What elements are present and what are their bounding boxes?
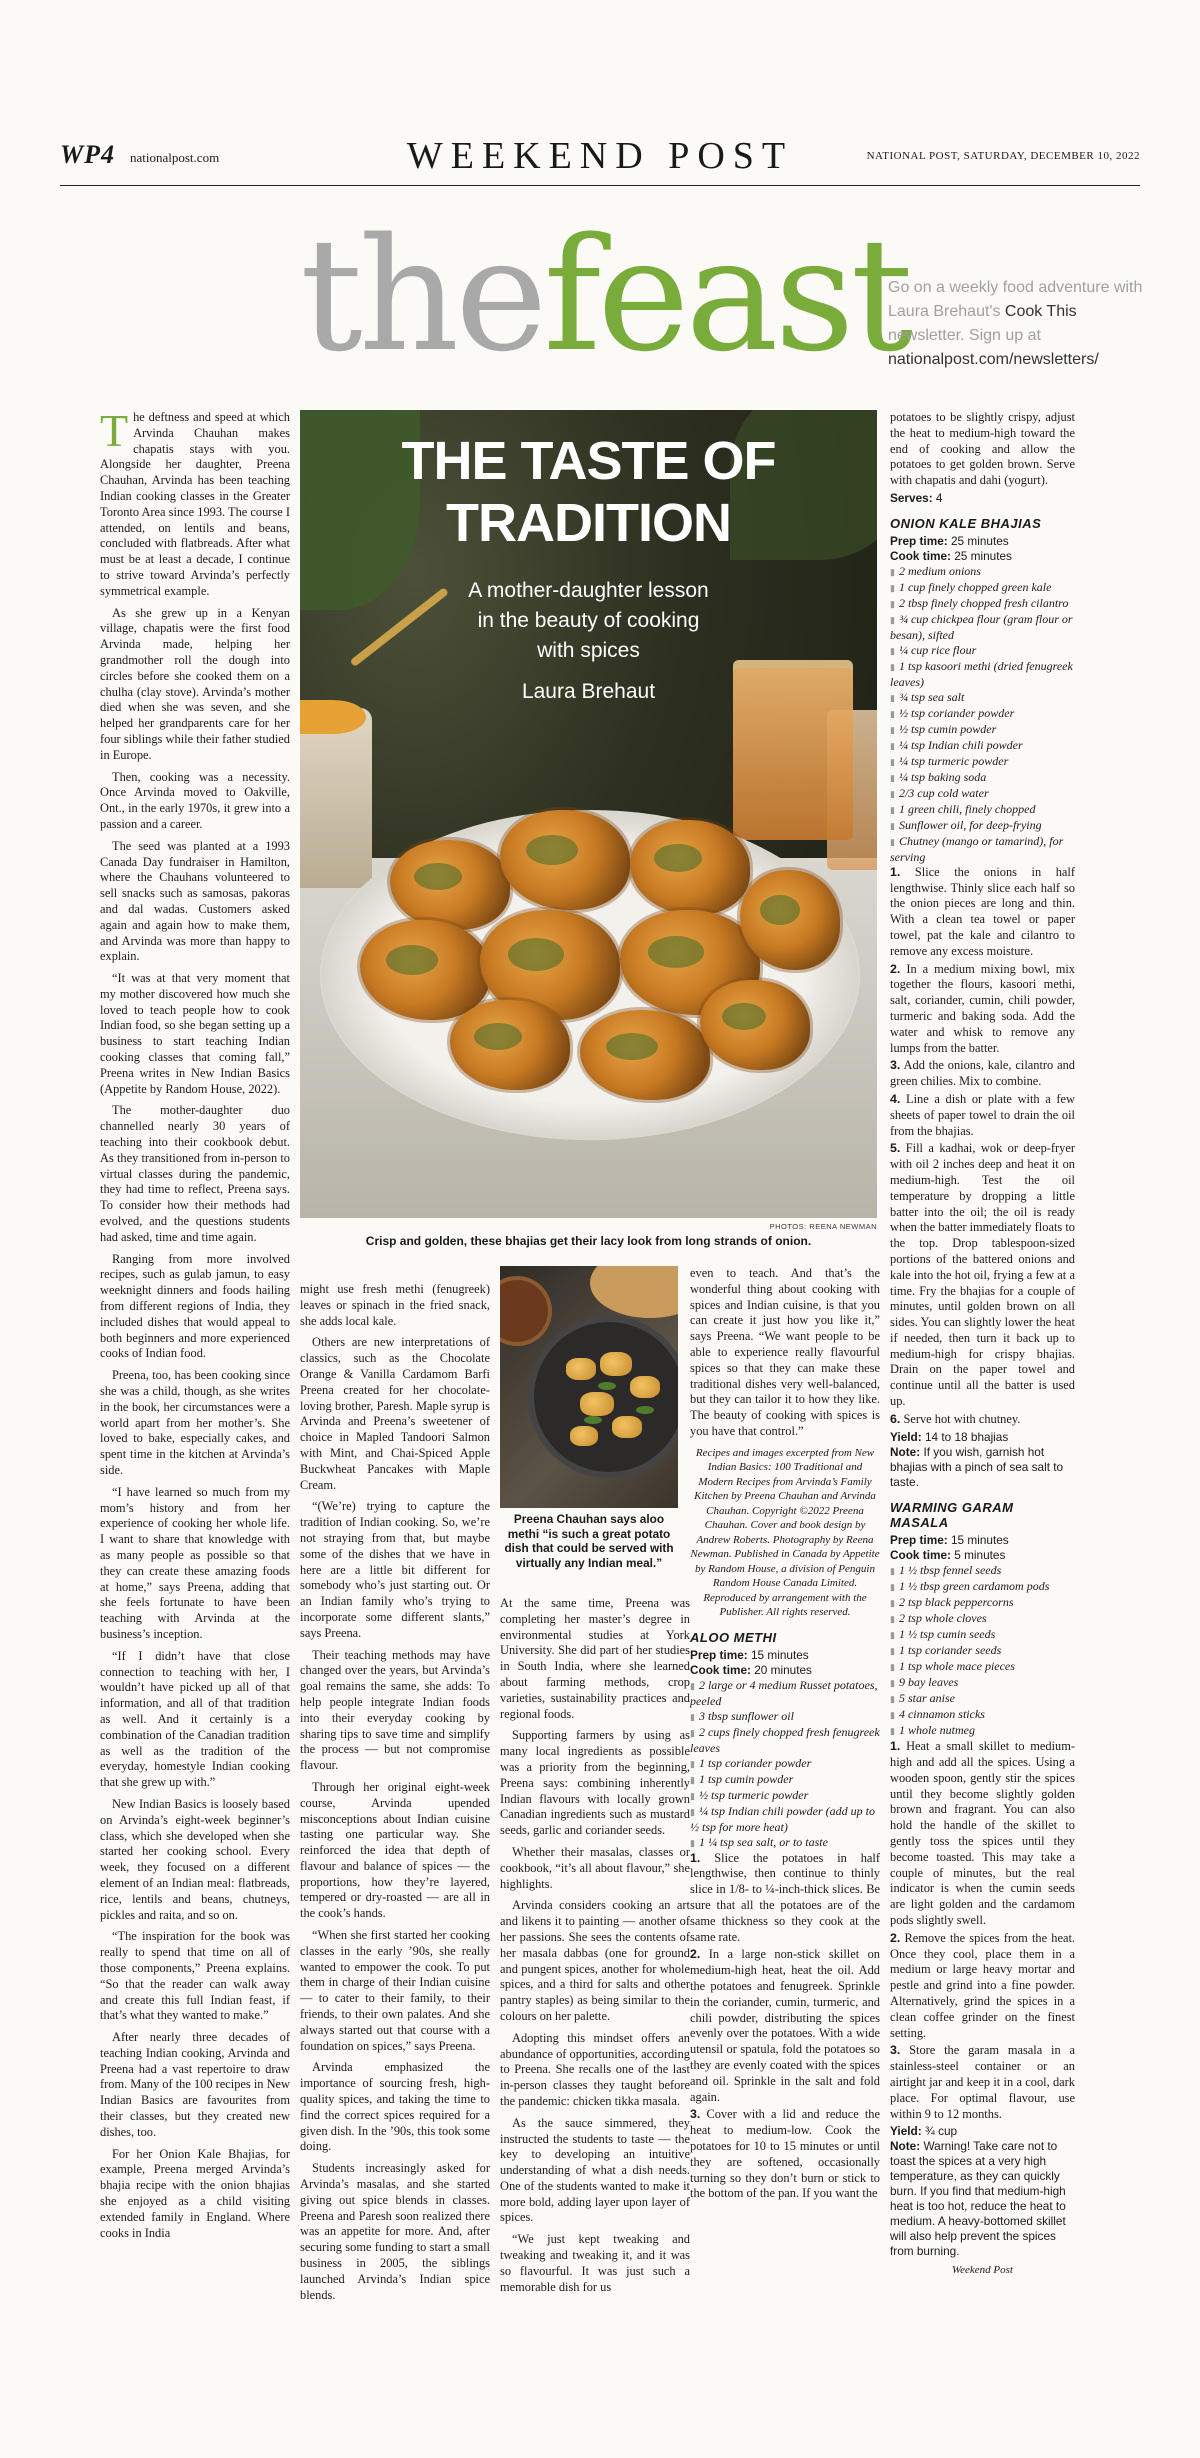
- promo-url-link[interactable]: nationalpost.com/newsletters/: [888, 351, 1099, 368]
- paragraph: Through her original eight-week course, Arvinda upended misconceptions about Indian cuisine tasting one particular way. She reinforced the idea that depth of flavour and balance of spices — the proportions, how they’re layered, tempered or dry-roasted — are all in the cook’s hands.: [300, 1779, 490, 1921]
- ingredient: ▮ ¼ tsp Indian chili powder: [890, 738, 1075, 754]
- paragraph: The deftness and speed at which Arvinda Chauhan makes chapatis stays with you. Alongside her daughter, Preena Chauhan, Arvinda has been teaching Indian cooking classes in the Greater Toronto Area since 1993. The course I attended, on lentils and beans, concluded with flatbreads. After what must be at least a decade, I continue to strive toward Arvinda’s perfectly symmetrical example.: [100, 405, 290, 598]
- paragraph: Preena, too, has been cooking since she was a child, though, as she writes in the book, her circumstances were a world apart from her mother’s. She loved to bake, especially cakes, and spent time in the kitchen at Arvinda’s side.: [100, 1368, 290, 1477]
- ingredient: ▮ 1 tsp coriander powder: [690, 1756, 880, 1772]
- cook-time: Cook time: 25 minutes: [890, 548, 1012, 563]
- paragraph: As she grew up in a Kenyan village, chapatis were the first food Arvinda made, helping her grandmother roll the dough into circles before she cooked them on a chulha (clay stove). Arvinda’s mother died when she was seven, and she helped her grandparents care for her four siblings while their father studied in Europe.: [100, 605, 290, 762]
- potato-slice: [570, 1426, 598, 1446]
- photo-credit: PHOTOS: REENA NEWMAN: [769, 1222, 877, 1231]
- ingredient: ▮ 1 tsp coriander seeds: [890, 1643, 1075, 1659]
- ingredient: ▮ 1 tsp cumin powder: [690, 1772, 880, 1788]
- paragraph: Supporting farmers by using as many local ingredients as possible was a priority from the beginning, Preena says: combining inherently Indian flavours with locally grown Canadian ingredients such as mustard seeds, garlic and coriander seeds.: [500, 1728, 690, 1838]
- article-byline: Laura Brehaut: [521, 680, 656, 703]
- ingredient: ▮ ¾ tsp sea salt: [890, 690, 1075, 706]
- recipe-title: ONION KALE BHAJIAS: [890, 515, 1042, 531]
- ingredient: ▮ 2 tsp whole cloves: [890, 1611, 1075, 1627]
- recipe-step: 3. Cover with a lid and reduce the heat to medium-low. Cook the potatoes for 10 to 15 minutes or until they are softened, occasionally turning so they don’t burn or stick to the bottom of the pan. If you want the: [690, 2107, 880, 2201]
- paragraph: “It was at that very moment that my mother discovered how much she loved to teach people how to cook Indian food, so she began setting up a business to start teaching Indian cooking classes that coming fall,” Preena writes in New Indian Basics (Appetite by Random House, 2022).: [100, 971, 290, 1096]
- ingredient: ▮ 2 tsp black peppercorns: [890, 1595, 1075, 1611]
- potato-slice: [566, 1358, 596, 1380]
- paragraph: As the sauce simmered, they instructed the students to taste — the key to developing an intuitive understanding of what a dish needs. One of the students wanted to make it more bold, adding layer upon layer of spices.: [500, 2115, 690, 2225]
- recipe-step: 2. In a large non-stick skillet on medium-high heat, heat the oil. Add the potatoes and fenugreek. Sprinkle in the coriander, cumin, turmeric, and chili powder, distributing the spices evenly over the potatoes. With a wide utensil or spatula, fold the potatoes so they are evenly coated with the spices and oil. Sprinkle in the salt and fold again.: [690, 1947, 880, 2104]
- promo-line1: Go on a weekly food adventure with Laura Brehaut's: [888, 279, 1143, 320]
- ingredient: ▮ Sunflower oil, for deep-frying: [890, 818, 1075, 834]
- ingredient: ▮ Chutney (mango or tamarind), for serving: [890, 834, 1075, 865]
- cook-time: Cook time: 20 minutes: [690, 1662, 812, 1677]
- article-column-4: [690, 1266, 880, 2204]
- paragraph: “(We’re) trying to capture the tradition of Indian cooking. So, we’re not straying from that, but maybe some of the dishes that we have in here are a little bit different for somebody who’s just starting out. Or an Indian family who’s trying to incorporate some different slants,” says Preena.: [300, 1499, 490, 1640]
- dateline: NATIONAL POST, SATURDAY, DECEMBER 10, 2022: [866, 150, 1140, 162]
- potato-slice: [612, 1416, 642, 1438]
- ingredient: ▮ ¼ tsp turmeric powder: [890, 754, 1075, 770]
- article-headline: THE TASTE OF TRADITION: [401, 431, 776, 553]
- section-logo: [300, 204, 910, 386]
- ingredient: ▮ 2 tbsp finely chopped fresh cilantro: [890, 596, 1075, 612]
- ingredient: ▮ 1 ½ tsp cumin seeds: [890, 1627, 1075, 1643]
- hero-overlay: [300, 410, 877, 704]
- serves: Serves: 4: [890, 490, 943, 505]
- ingredient: ▮ 1 ¼ tsp sea salt, or to taste: [690, 1835, 880, 1851]
- recipe-step: 5. Fill a kadhai, wok or deep-fryer with oil 2 inches deep and heat it on medium-high. Test the oil temperature by dropping a little batter into the oil; the oil is ready when the batter immediately floats to the top. Drop tablespoon-sized portions of the battered onions and kale into the hot oil, frying a few at a time. Fry the bhajias for a couple of minutes, until golden brown on all sides. You can slightly lower the heat if needed, then turn it back up to medium-high for crispy bhajias. Drain on the paper towel and continue until all the batter is used up.: [890, 1141, 1075, 1409]
- ingredient: ▮ 3 tbsp sunflower oil: [690, 1709, 880, 1725]
- potato-slice: [630, 1376, 660, 1398]
- drop-cap: T: [100, 405, 129, 456]
- recipe-step: 1. Slice the potatoes in half lengthwise, then continue to thinly slice in 1/8- to ¼-inch-thick slices. Be sure that all the potatoes are of the same thickness so they cook at the same rate.: [690, 1850, 880, 1944]
- promo-line2: newsletter. Sign up at: [888, 327, 1041, 344]
- recipe-column: [890, 410, 1075, 2279]
- prep-time: Prep time: 15 minutes: [890, 1533, 1009, 1548]
- paragraph: “If I didn’t have that close connection to teaching with her, I wouldn’t have picked up all of that information, and all of that tradition as well. And it certainly is a combination of the Canadian tradition as well as the tradition of the everyday, homestyle Indian cooking that she grew up with.”: [100, 1648, 290, 1790]
- recipe-step-continued: potatoes to be slightly crispy, adjust the heat to medium-high toward the end of cooking and allow the potatoes to get golden brown. Serve with chapatis and dahi (yogurt).: [890, 410, 1075, 488]
- ingredient: ▮ 2 cups finely chopped fresh fenugreek leaves: [690, 1725, 880, 1756]
- paragraph: Then, cooking was a necessity. Once Arvinda moved to Oakville, Ont., in the early 1970s, it grew into a passion and a career.: [100, 769, 290, 831]
- ingredient: ▮ 4 cinnamon sticks: [890, 1707, 1075, 1723]
- paragraph: The seed was planted at a 1993 Canada Day fundraiser in Hamilton, where the Chauhans volunteered to sell snacks such as samosas, pakoras and dal wadas. Customers asked again and again how to make them, and Arvinda was more than happy to explain.: [100, 838, 290, 964]
- recipe-step: 3. Store the garam masala in a stainless-steel container or an airtight jar and keep it in a cool, dark place. For optimal flavour, use within 9 to 12 months.: [890, 2043, 1075, 2121]
- cook-time: Cook time: 5 minutes: [890, 1548, 1006, 1563]
- book-credits: Recipes and images excerpted from New Indian Basics: 100 Traditional and Modern Recipes from Arvinda’s Family Kitchen by Preena Chauhan and Arvinda Chauhan. Copyright ©2022 Preena Chauhan. Cover and book design by Andrew Roberts. Photography by Reena Newman. Published in Canada by Appetite by Random House, a division of Penguin Random House Canada Limited. Reproduced by arrangement with the Publisher. All rights reserved.: [690, 1446, 880, 1619]
- article-column-2: [300, 1282, 490, 2309]
- recipe-step: 3. Add the onions, kale, cilantro and green chilies. Mix to combine.: [890, 1058, 1076, 1089]
- paragraph: For her Onion Kale Bhajias, for example, Preena merged Arvinda’s bhajia recipe with the onion bhajias she enjoyed as a child visiting extended family in England. Where cooks in India: [100, 2146, 290, 2240]
- ingredient: ▮ 1 tsp kasoori methi (dried fenugreek leaves): [890, 659, 1075, 690]
- hero-caption: Crisp and golden, these bhajias get their lacy look from long strands of onion.: [365, 1234, 812, 1248]
- logo-feast: feast: [543, 204, 910, 386]
- paragraph: The mother-daughter duo channelled nearly 30 years of teaching into their cookbook debut. As they transitioned from in-person to virtual classes during the pandemic, they had time to reflect, Preena says. To consider how their methods had evolved, and the questions students had asked, time and time again.: [100, 1103, 290, 1244]
- article-column-3: [500, 1596, 690, 2301]
- paragraph: Adopting this mindset offers an abundance of opportunities, according to Preena. She recalls one of the last in-person classes they taught before the pandemic: chicken tikka masala.: [500, 2030, 690, 2108]
- paragraph: Others are new interpretations of classics, such as the Chocolate Orange & Vanilla Cardamom Barfi Preena created for her chocolate-loving brother, Paresh. Maple syrup is Arvinda and Preena’s sweetener of choice in Mapled Tandoori Salmon with Mint, and Chai-Spiced Apple Buckwheat Pancakes with Maple Cream.: [300, 1335, 490, 1492]
- paragraph: Whether their masalas, classes or cookbook, “it’s all about flavour,” she highlights.: [500, 1844, 690, 1891]
- recipe-step: 6. Serve hot with chutney.: [890, 1411, 1021, 1426]
- paragraph: After nearly three decades of teaching Indian cooking, Arvinda and Preena had a vast repertoire to draw from. Many of the 100 recipes in New Indian Basics are favourites from their classes, but they created new dishes, too.: [100, 2030, 290, 2139]
- ingredient: ▮ 1 whole nutmeg: [890, 1723, 1075, 1739]
- recipe-title: WARMING GARAM MASALA: [890, 1499, 1014, 1531]
- site-link[interactable]: nationalpost.com: [130, 150, 220, 165]
- paragraph: “I have learned so much from my mom’s history and from her experience of cooking her whole life. I want to share that knowledge with as many people as possible so that they can create these amazing foods at home,” says Preena, adding that she feels fortunate to have been teaching with Arvinda at the business’s inception.: [100, 1484, 290, 1641]
- section-label: WP4: [60, 140, 115, 169]
- ingredient: ▮ ¼ tsp baking soda: [890, 770, 1075, 786]
- flatbread: [590, 1266, 678, 1318]
- ingredient: ▮ 2/3 cup cold water: [890, 786, 1075, 802]
- hero-image: [300, 410, 877, 1218]
- article-column-1: [100, 405, 290, 2247]
- potato-slice: [600, 1352, 632, 1376]
- ingredient: ▮ 2 large or 4 medium Russet potatoes, peeled: [690, 1678, 880, 1709]
- ingredient: ▮ 1 cup finely chopped green kale: [890, 580, 1075, 596]
- promo-newsletter-name: Cook This: [1004, 303, 1077, 320]
- ingredient: ▮ ¼ cup rice flour: [890, 643, 1075, 659]
- paragraph: Ranging from more involved recipes, such as gulab jamun, to easy weeknight dinners and foods hailing from different regions of India, they included dishes that would appeal to both beginners and more experienced cooks of Indian food.: [100, 1251, 290, 1361]
- paragraph: New Indian Basics is loosely based on Arvinda’s eight-week beginner’s class, which she developed when she started her cooking school. Every week, they focused on a different element of an Indian meal: flatbreads, rice, lentils and beans, chutneys, pickles and raita, and so on.: [100, 1796, 290, 1922]
- paragraph: might use fresh methi (fenugreek) leaves or spinach in the fried snack, she adds local kale.: [300, 1282, 490, 1328]
- paragraph: Their teaching methods may have changed over the years, but Arvinda’s goal remains the same, she adds: To help people integrate Indian foods into their everyday cooking by sharing tips to save time and simplify the process — but not compromise flavour.: [300, 1647, 490, 1773]
- fenugreek-leaf: [636, 1406, 654, 1414]
- recipe-yield: Yield: ¾ cup: [890, 2124, 958, 2139]
- ingredient: ▮ 1 tsp whole mace pieces: [890, 1659, 1075, 1675]
- ingredient: ▮ 9 bay leaves: [890, 1675, 1075, 1691]
- ingredient: ▮ ¾ cup chickpea flour (gram flour or besan), sifted: [890, 612, 1075, 643]
- aloo-methi-image: [500, 1266, 678, 1508]
- recipe-step: 2. Remove the spices from the heat. Once they cool, place them in a medium or large heavy mortar and pestle and grind into a fine powder. Alternatively, grind the spices in a clean coffee grinder on the finest setting.: [890, 1930, 1075, 2040]
- ingredient: ▮ ½ tsp cumin powder: [890, 722, 1075, 738]
- recipe-step: 1. Slice the onions in half lengthwise. Thinly slice each half so the onion pieces are long and thin. With a clean tea towel or paper towel, pat the kale and cilantro to remove any excess moisture.: [890, 864, 1075, 958]
- logo-the: the: [300, 204, 544, 386]
- spice-bowl: [500, 1280, 548, 1342]
- ingredient: ▮ 1 ½ tbsp green cardamom pods: [890, 1579, 1075, 1595]
- ingredient: ▮ 1 green chili, finely chopped: [890, 802, 1075, 818]
- recipe-step: 4. Line a dish or plate with a few sheets of paper towel to drain the oil from the bhajias.: [890, 1091, 1075, 1138]
- recipe-step: 2. In a medium mixing bowl, mix together the flours, kasoori methi, salt, coriander, cumin, chili powder, turmeric and baking soda. Add the water and whisk to remove any lumps from the batter.: [890, 961, 1075, 1055]
- ingredient: ▮ ½ tsp coriander powder: [890, 706, 1075, 722]
- article-deck: A mother-daughter lesson in the beauty of cooking with spices: [468, 579, 709, 662]
- fenugreek-leaf: [598, 1382, 616, 1390]
- chutney-bowl: [300, 708, 372, 888]
- ingredient: ▮ 5 star anise: [890, 1691, 1075, 1707]
- fenugreek-leaf: [584, 1416, 602, 1424]
- masthead: [60, 128, 1140, 186]
- recipe-step: 1. Heat a small skillet to medium-high and add all the spices. Using a wooden spoon, gently stir the spices until they become slightly golden brown and fragrant. You can also hold the handle of the skillet to gently toss the spices until they become toasted. This may take a couple of minutes, but the real indicator is when the cumin seeds are light golden and the cardamom pods slightly swell.: [890, 1739, 1075, 1928]
- recipe-note: Note: If you wish, garnish hot bhajias with a pinch of sea salt to taste.: [890, 1444, 1064, 1489]
- prep-time: Prep time: 15 minutes: [690, 1647, 809, 1662]
- paragraph: “We just kept tweaking and tweaking and tweaking it, and it was so flavourful. It was just such a memorable dish for us: [500, 2232, 690, 2294]
- section-signature: Weekend Post: [952, 2264, 1013, 2277]
- paragraph: Arvinda emphasized the importance of sourcing fresh, high-quality spices, and taking the time to find the correct spices required for a given dish. In the ’90s, this took some doing.: [300, 2060, 490, 2154]
- recipe-note: Note: Warning! Take care not to toast the spices at a very high temperature, as they can quickly burn. If you find that medium-high heat is too hot, reduce the heat to medium. A heavy-bottomed skillet will also help prevent the spices from burning.: [890, 2139, 1066, 2259]
- ingredient: ▮ 2 medium onions: [890, 564, 1075, 580]
- paragraph: Students increasingly asked for Arvinda’s masalas, and she started giving out spice blends in classes. Preena and Paresh soon realized there was an appetite for more. And, after securing some funding to start a small business in 2005, the siblings launched Arvinda’s Indian spice blends.: [300, 2161, 490, 2302]
- paragraph: “The inspiration for the book was really to spend that time on all of those components,” Preena explains. “So that the reader can walk away and create this full Indian feast, if that’s what they wanted to make.”: [100, 1929, 290, 2023]
- recipe-yield: Yield: 14 to 18 bhajias: [890, 1429, 1009, 1444]
- newsletter-promo: [888, 276, 1148, 372]
- paragraph: even to teach. And that’s the wonderful thing about cooking with spices and Indian cuisine, is that you can create it just how you like it,” says Preena. “We want people to be able to experience really flavourful spices so that they can make these traditional dishes very well-balanced, but they can tailor it to how they like. The beauty of cooking with spices is you have that control.”: [690, 1266, 880, 1438]
- recipe-title: ALOO METHI: [690, 1629, 777, 1645]
- aloo-methi-caption: Preena Chauhan says aloo methi “is such a great potato dish that could be served with virtually any Indian meal.”: [504, 1512, 674, 1570]
- potato-slice: [580, 1392, 614, 1416]
- chutney: [300, 700, 366, 734]
- paragraph: At the same time, Preena was completing her master’s degree in environmental studies at York University. She did part of her studies in South India, where she learned about farming methods, crop varieties, sustainability practices and regional foods.: [500, 1596, 690, 1721]
- prep-time: Prep time: 25 minutes: [890, 533, 1009, 548]
- ingredient: ▮ ¼ tsp Indian chili powder (add up to ½ tsp for more heat): [690, 1804, 880, 1835]
- paragraph: Arvinda considers cooking an art and likens it to painting — another of her passions. She sees the contents of her masala dabbas (one for ground and pungent spices, another for whole spices, and a third for salts and other pantry staples) as being similar to the colours on her palette.: [500, 1898, 690, 2023]
- paper-name: WEEKEND POST: [406, 135, 794, 177]
- ingredient: ▮ ½ tsp turmeric powder: [690, 1788, 880, 1804]
- paragraph: “When she first started her cooking classes in the early ’90s, she really wanted to empower the cook. To put them in charge of their Indian cuisine — to cater to their family, to their friends, to their own palates. And she always started out that course with a foundation on spices,” says Preena.: [300, 1928, 490, 2053]
- ingredient: ▮ 1 ½ tbsp fennel seeds: [890, 1563, 1075, 1579]
